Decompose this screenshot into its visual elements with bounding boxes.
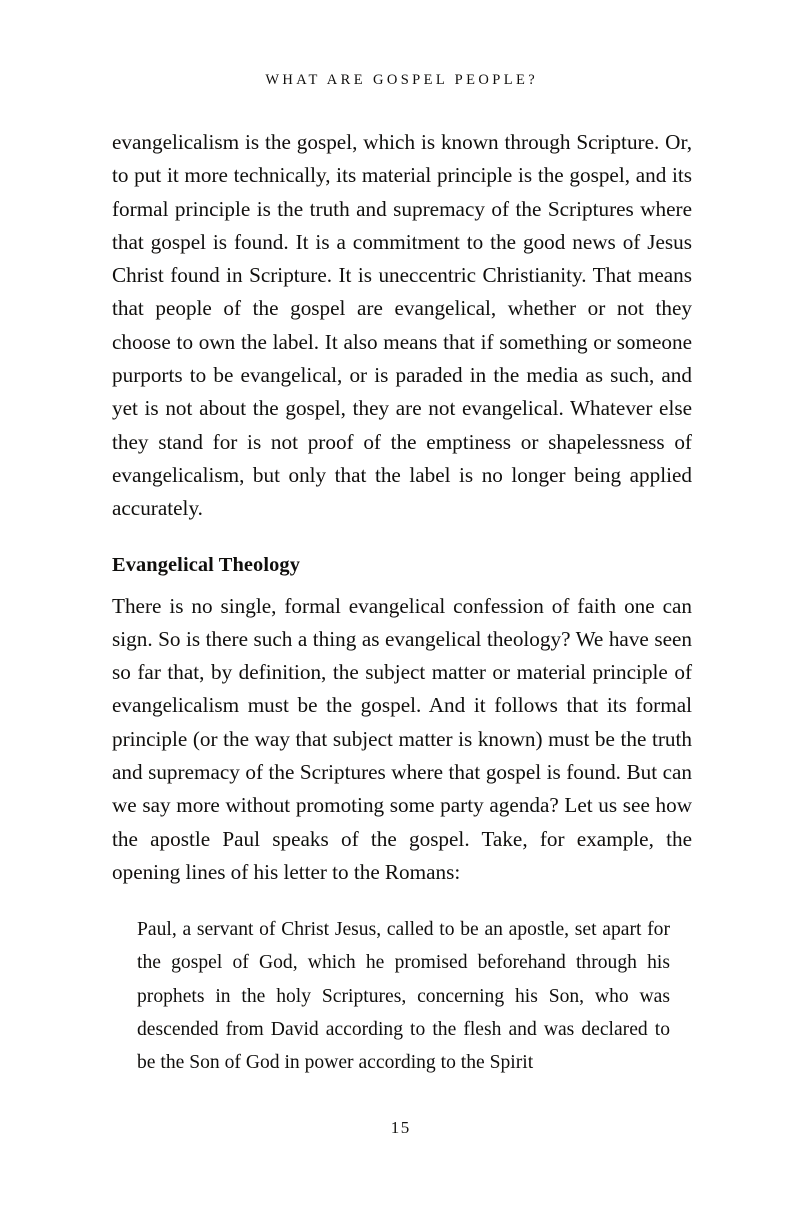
body-paragraph: There is no single, formal evangelical confession of faith one can sign. So is there such a thing as evangelical theology? We have seen so far that, by definition, the subject matter or material principle of evangelicalism must be the gospel. And it follows that its formal principle (or the way that subject matter is known) must be the truth and supremacy of the Scriptures where that gospel is found. But can we say more without promoting some party agenda? Let us see how the apostle Paul speaks of the gospel. Take, for example, the opening lines of his letter to the Romans: <box>112 593 692 884</box>
body-paragraph: evangelicalism is the gospel, which is known through Scripture. Or, to put it more technically, its material principle is the gospel, and its formal principle is the truth and supremacy of the Scriptures where that gospel is found. It is a commitment to the good news of Jesus Christ found in Scripture. It is uneccentric Christianity. That means that people of the gospel are evangelical, whether or not they choose to own the label. It also means that if something or someone purports to be evangelical, or is paraded in the media as such, and yet is not about the gospel, they are not evangelical. Whatever else they stand for is not proof of the emptiness or shapelessness of evangelicalism, but only that the label is no longer being applied accurately. <box>112 130 692 521</box>
section-heading: Evangelical Theology <box>112 553 300 576</box>
text-column <box>112 126 692 1079</box>
block-quote: Paul, a servant of Christ Jesus, called to be an apostle, set apart for the gospel of God, which he promised beforehand through his prophets in the holy Scriptures, concerning his Son, who was descended from David according to the flesh and was declared to be the Son of God in power according to the Spirit <box>137 919 670 1074</box>
running-head: WHAT ARE GOSPEL PEOPLE? <box>265 72 539 88</box>
page-number: 15 <box>390 1118 411 1137</box>
